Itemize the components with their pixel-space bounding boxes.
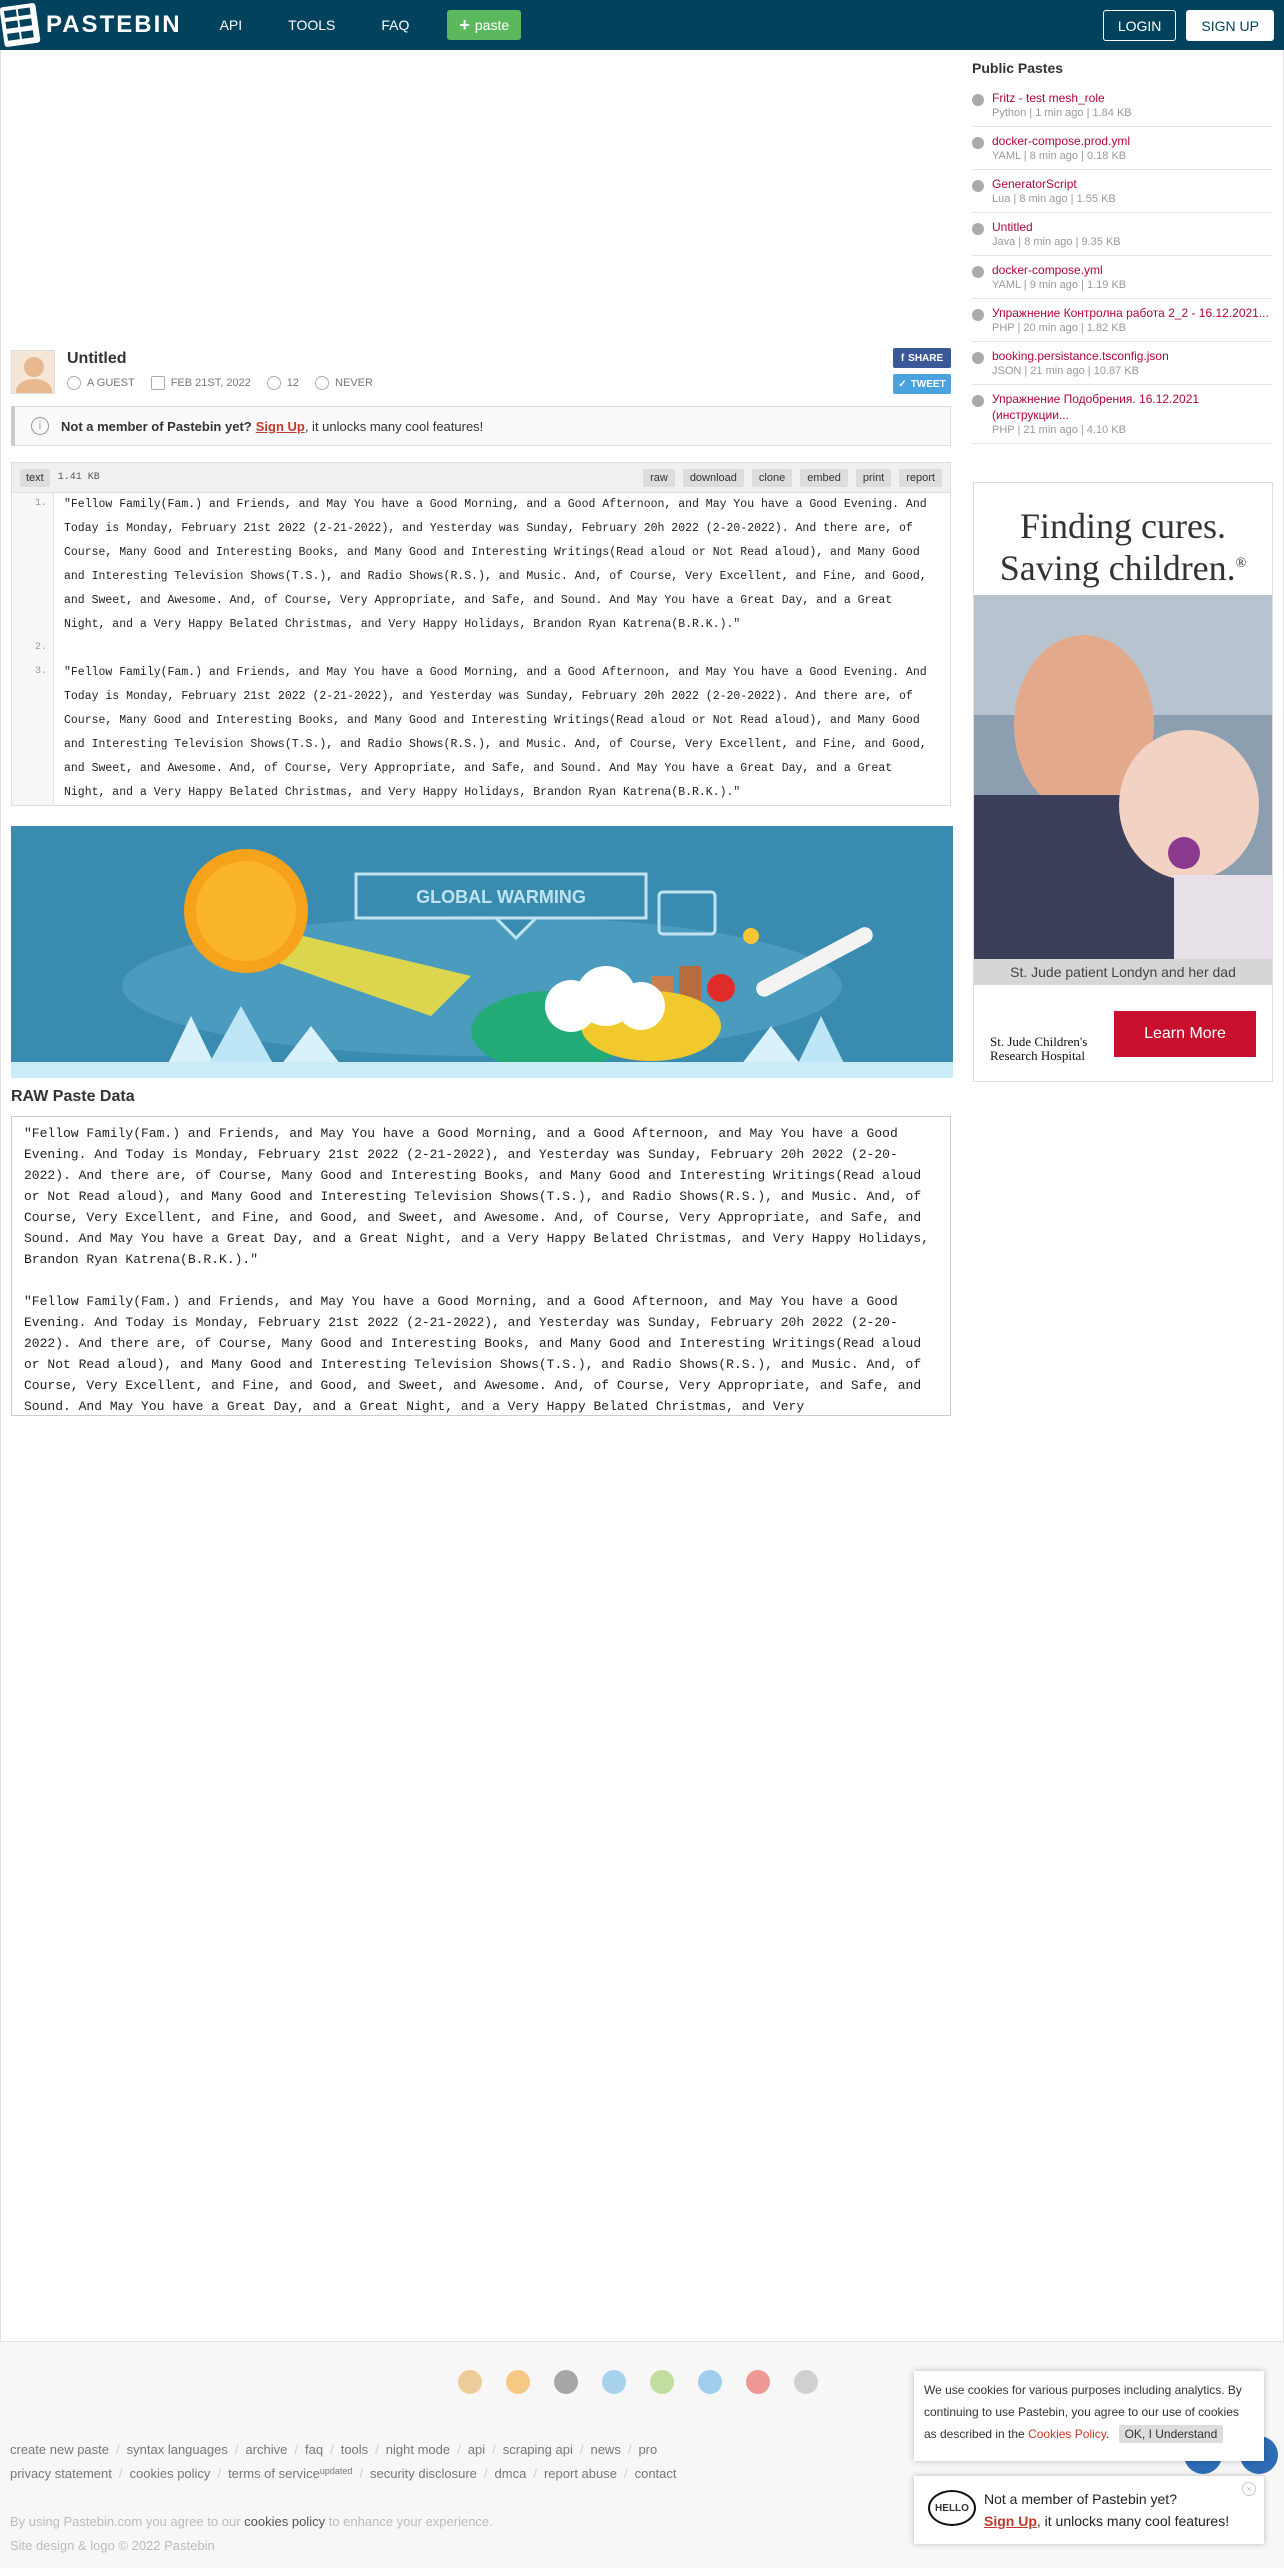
globe-icon bbox=[972, 137, 984, 149]
mac-icon[interactable] bbox=[698, 2370, 722, 2394]
line-text bbox=[54, 637, 950, 661]
notice-signup-link[interactable]: Sign Up bbox=[255, 418, 305, 434]
public-paste-info: Java | 8 min ago | 9.35 KB bbox=[992, 236, 1121, 248]
signup-popup-rest: , it unlocks many cool features! bbox=[1036, 2513, 1230, 2529]
line-number: 1. bbox=[12, 493, 54, 637]
public-paste-info: PHP | 20 min ago | 1.82 KB bbox=[992, 322, 1126, 334]
globe-icon bbox=[972, 223, 984, 235]
code-line bbox=[12, 493, 950, 637]
public-pastes-title: Public Pastes bbox=[972, 60, 1064, 76]
paste-expires: NEVER bbox=[335, 377, 373, 389]
ad-org-line-2: Research Hospital bbox=[990, 1048, 1085, 1063]
paste-code-box bbox=[11, 462, 951, 806]
top-header bbox=[0, 0, 1284, 50]
tweet-button[interactable] bbox=[893, 374, 951, 394]
public-paste-info: Python | 1 min ago | 1.84 KB bbox=[992, 107, 1132, 119]
ad-caption: St. Jude patient Londyn and her dad bbox=[974, 959, 1272, 985]
raw-button[interactable]: raw bbox=[643, 469, 675, 487]
footer-link[interactable]: pro bbox=[638, 2442, 658, 2457]
ad-photo bbox=[974, 595, 1272, 959]
copyright: Site design & logo © 2022 Pastebin bbox=[10, 2538, 215, 2553]
updated-badge: updated bbox=[319, 2466, 353, 2476]
app-icons bbox=[458, 2370, 818, 2394]
public-paste-link[interactable]: Untitled bbox=[992, 220, 1033, 234]
code-toolbar bbox=[12, 463, 950, 493]
footer-link[interactable]: night mode bbox=[385, 2442, 451, 2457]
main-nav bbox=[220, 17, 456, 33]
signup-popup-line1: Not a member of Pastebin yet? bbox=[984, 2491, 1177, 2507]
code-line bbox=[12, 637, 950, 661]
public-paste-info: PHP | 21 min ago | 4.10 KB bbox=[992, 424, 1126, 436]
footer-link[interactable]: scraping api bbox=[502, 2442, 573, 2457]
ad-headline-1: Finding cures. bbox=[1020, 506, 1226, 546]
facebook-share-button[interactable] bbox=[893, 348, 951, 368]
raw-paste-title: RAW Paste Data bbox=[11, 1088, 135, 1105]
ad-headline-2: Saving children. bbox=[999, 548, 1236, 588]
global-warming-banner[interactable] bbox=[11, 826, 953, 1078]
public-paste-link[interactable]: Fritz - test mesh_role bbox=[992, 91, 1105, 105]
footer-link[interactable]: terms of service bbox=[228, 2466, 320, 2481]
cookie-agreement bbox=[10, 2514, 493, 2529]
info-icon: i bbox=[31, 417, 49, 435]
ad-photo-illustration bbox=[974, 595, 1272, 959]
public-paste-info: JSON | 21 min ago | 10.87 KB bbox=[992, 365, 1139, 377]
download-button[interactable]: download bbox=[683, 469, 744, 487]
notice-bold: Not a member of Pastebin yet? bbox=[61, 418, 252, 434]
ad-org-line-1: St. Jude Children's bbox=[990, 1034, 1088, 1049]
line-number: 3. bbox=[12, 661, 54, 805]
cookie-ok-button[interactable]: OK, I Understand bbox=[1119, 2425, 1224, 2443]
st-jude-ad[interactable] bbox=[973, 482, 1273, 1082]
public-pastes-sidebar bbox=[972, 60, 1272, 444]
footer-link[interactable]: tools bbox=[340, 2442, 369, 2457]
agree-post: to enhance your experience. bbox=[328, 2514, 493, 2529]
public-paste-link[interactable]: Упражнение Контролна работа 2_2 - 16.12.2021... bbox=[992, 306, 1269, 320]
public-paste-link[interactable]: docker-compose.prod.yml bbox=[992, 134, 1131, 148]
line-text: "Fellow Family(Fam.) and Friends, and May You have a Good Morning, and a Good Afternoon, and May You have a Good Evening. And Today is Monday, February 21st 2022 (2-21-2022), and Yesterday was Sunday, February 20h 2022 (2-20-2022). And there are, of Course, Many Good and Interesting Books, and Many Good and Interesting Writings(Read aloud or Not Read aloud), and Many Good and Interesting Television Shows(T.S.), and Radio Shows(R.S.), and Music. And, of Course, Very Excellent, and Fine, and Good, and Sweet, and Awesome. And, of Course, Very Appropriate, and Safe, and Sound. And May You have a Great Day, and a Great Night, and a Very Happy Belated Christmas, and Very Happy Holidays, Brandon Ryan Katrena(B.R.K.)." bbox=[64, 666, 927, 799]
footer-link[interactable]: api bbox=[467, 2442, 486, 2457]
paste-meta bbox=[67, 376, 389, 390]
public-paste-info: Lua | 8 min ago | 1.55 KB bbox=[992, 193, 1116, 205]
paste-title: Untitled bbox=[67, 350, 127, 367]
banner-illustration bbox=[11, 826, 953, 1078]
paste-date: FEB 21ST, 2022 bbox=[170, 377, 251, 389]
globe-icon bbox=[972, 94, 984, 106]
public-paste-info: YAML | 9 min ago | 1.19 KB bbox=[992, 279, 1127, 291]
code-line bbox=[12, 661, 950, 805]
paste-info bbox=[11, 346, 951, 396]
signup-button[interactable]: SIGN UP bbox=[1186, 10, 1274, 41]
cookie-text: We use cookies for various purposes including analytics. By continuing to use Pastebin, you agree to our use of cookies as described in the bbox=[924, 2383, 1242, 2441]
signup-popup bbox=[914, 2476, 1264, 2544]
raw-paragraph: "Fellow Family(Fam.) and Friends, and May You have a Good Morning, and a Good Afternoon, and May You have a Good Evening. And Today is Monday, February 21st 2022 (2-21-2022), and Yesterday was Sunday, February 20h 2022 (2-20-2022). And there are, of Course, Many Good and Interesting Books, and Many Good and Interesting Writings(Read aloud or Not Read aloud), and Many Good and Interesting Television Shows(T.S.), and Radio Shows(R.S.), and Music. And, of Course, Very Excellent, and Fine, and Good, and Sweet, and Awesome. And, of Course, Very Appropriate, and Safe, and Sound. And May You have a Great Day, and a Great Night, and a Very Happy Belated Christmas, and Very Happy Holidays, Brandon Ryan Katrena(B.R.K.)." bbox=[24, 1126, 929, 1267]
clone-button[interactable]: clone bbox=[752, 469, 792, 487]
calendar-icon bbox=[151, 376, 165, 390]
agree-pre: By using Pastebin.com you agree to our bbox=[10, 2514, 241, 2529]
public-paste-link[interactable]: docker-compose.yml bbox=[992, 263, 1103, 277]
nav-api[interactable]: API bbox=[219, 17, 243, 33]
globe-icon bbox=[972, 352, 984, 364]
globe-icon bbox=[972, 395, 984, 407]
paste-tools bbox=[643, 469, 942, 487]
ios-icon[interactable] bbox=[554, 2370, 578, 2394]
login-button[interactable]: LOGIN bbox=[1103, 10, 1177, 41]
new-paste-button[interactable] bbox=[447, 10, 521, 40]
embed-button[interactable]: embed bbox=[800, 469, 848, 487]
cookie-consent: We use cookies for various purposes including analytics. By continuing to use Pastebin, you agree to our use of cookies as described in the Cookies Policy. OK, I Understand bbox=[914, 2371, 1264, 2461]
cookie-policy-link[interactable]: Cookies Policy bbox=[1028, 2427, 1106, 2441]
paste-size: 1.41 KB bbox=[57, 472, 100, 483]
public-paste-item[interactable] bbox=[972, 256, 1272, 299]
opera-icon[interactable] bbox=[746, 2370, 770, 2394]
linux-icon[interactable] bbox=[794, 2370, 818, 2394]
nav-tools[interactable]: TOOLS bbox=[288, 17, 336, 33]
raw-paragraph: "Fellow Family(Fam.) and Friends, and May You have a Good Morning, and a Good Afternoon, and May You have a Good Evening. And Today is Monday, February 21st 2022 (2-21-2022), and Yesterday was Sunday, February 20h 2022 (2-20-2022). And there are, of Course, Many Good and Interesting Books, and Many Good and Interesting Writings(Read aloud or Not Read aloud), and Many Good and Interesting Television Shows(T.S.), and Radio Shows(R.S.), and Music. And, of Course, Very Excellent, and Fine, and Good, and Sweet, and Awesome. And, of Course, Very Appropriate, and Safe, and Sound. And May You have a Great Day, and a Great Night, and a Very Happy Belated Christmas, and Very bbox=[24, 1294, 922, 1414]
avatar[interactable] bbox=[11, 350, 55, 394]
globe-icon bbox=[972, 180, 984, 192]
signup-popup-link[interactable]: Sign Up bbox=[984, 2513, 1037, 2529]
tweet-label: TWEET bbox=[910, 378, 946, 390]
nav-faq[interactable]: FAQ bbox=[381, 17, 410, 33]
ad-headline bbox=[974, 483, 1272, 587]
logo-text: PASTEBIN bbox=[46, 11, 182, 38]
code-lines bbox=[12, 493, 950, 805]
android-icon[interactable] bbox=[650, 2370, 674, 2394]
ad-registered-mark: ® bbox=[1235, 556, 1247, 571]
footer-link[interactable]: security disclosure bbox=[369, 2466, 477, 2481]
banner-text: GLOBAL WARMING bbox=[416, 887, 586, 907]
close-icon[interactable]: × bbox=[1242, 2482, 1256, 2496]
public-paste-link[interactable]: booking.persistance.tsconfig.json bbox=[992, 349, 1169, 363]
eye-icon bbox=[267, 376, 281, 390]
ad-org-name bbox=[990, 1001, 1090, 1063]
auth-buttons bbox=[1103, 10, 1274, 41]
raw-paste-textarea[interactable] bbox=[11, 1116, 951, 1416]
learn-more-button[interactable]: Learn More bbox=[1114, 1011, 1256, 1057]
footer-link[interactable]: cookies policy bbox=[129, 2466, 211, 2481]
hello-icon: HELLO bbox=[928, 2490, 976, 2526]
new-paste-label: paste bbox=[474, 17, 510, 33]
footer-link[interactable]: create new paste bbox=[10, 2442, 110, 2457]
public-paste-item[interactable] bbox=[972, 170, 1272, 213]
logo-icon bbox=[0, 3, 41, 48]
signup-notice bbox=[11, 406, 951, 446]
public-paste-item[interactable] bbox=[972, 342, 1272, 385]
footer-link[interactable]: privacy statement bbox=[10, 2466, 112, 2481]
twitter-icon: ✓ bbox=[898, 378, 907, 390]
public-paste-item[interactable] bbox=[972, 84, 1272, 127]
footer-link[interactable]: dmca bbox=[494, 2466, 527, 2481]
paste-author[interactable]: A GUEST bbox=[87, 377, 135, 389]
public-paste-info: YAML | 8 min ago | 0.18 KB bbox=[992, 150, 1127, 162]
public-paste-link[interactable]: GeneratorScript bbox=[992, 177, 1077, 191]
public-paste-item[interactable] bbox=[972, 213, 1272, 256]
chrome-icon[interactable] bbox=[458, 2370, 482, 2394]
windows-icon[interactable] bbox=[602, 2370, 626, 2394]
footer-links-row2: privacy statement / cookies policy / terms of service updated / security disclosure / dmca / report abuse / contact bbox=[10, 2466, 677, 2481]
firefox-icon[interactable] bbox=[506, 2370, 530, 2394]
paste-views: 12 bbox=[286, 377, 300, 389]
public-paste-item[interactable] bbox=[972, 299, 1272, 342]
syntax-tag[interactable]: text bbox=[20, 469, 50, 487]
facebook-icon: f bbox=[900, 352, 905, 364]
plus-icon: + bbox=[459, 14, 470, 35]
signup-popup-text bbox=[984, 2488, 1229, 2532]
footer-link[interactable]: syntax languages bbox=[126, 2442, 228, 2457]
user-icon bbox=[67, 376, 81, 390]
share-label: SHARE bbox=[908, 352, 944, 364]
footer-link[interactable]: archive bbox=[245, 2442, 288, 2457]
line-text: "Fellow Family(Fam.) and Friends, and May You have a Good Morning, and a Good Afternoon, and May You have a Good Evening. And Today is Monday, February 21st 2022 (2-21-2022), and Yesterday was Sunday, February 20h 2022 (2-20-2022). And there are, of Course, Many Good and Interesting Books, and Many Good and Interesting Writings(Read aloud or Not Read aloud), and Many Good and Interesting Television Shows(T.S.), and Radio Shows(R.S.), and Music. And, of Course, Very Excellent, and Fine, and Good, and Sweet, and Awesome. And, of Course, Very Appropriate, and Safe, and Sound. And May You have a Great Day, and a Great Night, and a Very Happy Belated Christmas, and Very Happy Holidays, Brandon Ryan Katrena(B.R.K.)." bbox=[64, 498, 927, 631]
public-paste-item[interactable] bbox=[972, 127, 1272, 170]
footer-link[interactable]: report abuse bbox=[543, 2466, 617, 2481]
expire-icon bbox=[315, 376, 329, 390]
footer-link[interactable]: contact bbox=[634, 2466, 677, 2481]
line-number: 2. bbox=[12, 637, 54, 661]
notice-rest: , it unlocks many cool features! bbox=[304, 418, 484, 434]
public-paste-link[interactable]: Упражнение Подобрения. 16.12.2021 (инструкции... bbox=[992, 392, 1200, 422]
pastebin-logo[interactable] bbox=[2, 5, 182, 45]
globe-icon bbox=[972, 309, 984, 321]
public-paste-item[interactable] bbox=[972, 385, 1272, 444]
report-button[interactable]: report bbox=[899, 469, 942, 487]
globe-icon bbox=[972, 266, 984, 278]
footer-link[interactable]: faq bbox=[305, 2442, 324, 2457]
footer-link[interactable]: news bbox=[590, 2442, 621, 2457]
footer-links-row1: create new paste / syntax languages / archive / faq / tools / night mode / api / scraping api / news / pro bbox=[10, 2442, 658, 2457]
print-button[interactable]: print bbox=[856, 469, 891, 487]
cookies-policy-link[interactable]: cookies policy bbox=[244, 2514, 326, 2529]
